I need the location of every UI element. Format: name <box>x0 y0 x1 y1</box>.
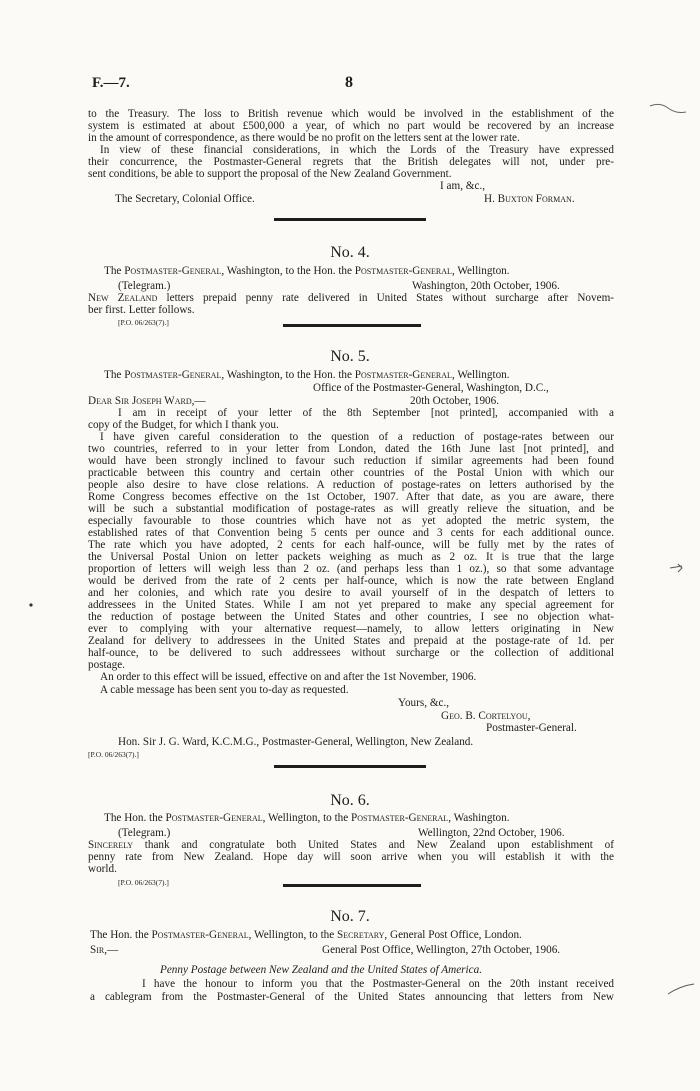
telegram-label: (Telegram.) <box>118 827 171 839</box>
paragraph-line: would have been strongly inclined to favour such reduction if similar agreements had been found <box>88 455 614 467</box>
paragraph-line: An order to this effect will be issued, effective on and after the 1st November, 1906. <box>100 671 477 683</box>
paragraph-line: I have given careful consideration to the question of a reduction of postage-rates between our <box>100 431 614 443</box>
paragraph-line: two countries, referred to in your letter from London, dated the 16th June last [not printed], and <box>88 443 614 455</box>
telegram-body: penny rate from New Zealand. Hope day will soon arrive when you will establish it with the <box>88 851 614 863</box>
page-number: 8 <box>345 74 353 91</box>
salutation: Sir,— <box>90 944 119 956</box>
salutation: Dear Sir Joseph Ward,— <box>88 395 206 407</box>
route-line: The Hon. the Postmaster-General, Wellington, to the Postmaster-General, Washington. <box>104 812 510 824</box>
section-heading: No. 6. <box>330 792 370 809</box>
office-line: Office of the Postmaster-General, Washington, D.C., <box>313 382 549 394</box>
paragraph-line: would be derived from the rate of 2 cents per half-ounce, which is now the rate between England <box>88 575 614 587</box>
section-heading: No. 7. <box>330 908 370 925</box>
route-line: The Hon. the Postmaster-General, Wellington, to the Secretary, General Post Office, London. <box>90 929 522 941</box>
place-date: Wellington, 22nd October, 1906. <box>418 827 565 839</box>
paragraph-line: In view of these financial considerations, in which the Lords of the Treasury have expressed <box>100 144 614 156</box>
paragraph-line: Zealand for delivery to addressees in the United States and prepaid at the postage-rate of 1d. per <box>88 635 614 647</box>
paragraph-line: in the amount of correspondence, as there would be no profit on the letters sent at the lower rate. <box>88 132 520 144</box>
route-line: The Postmaster-General, Washington, to the Hon. the Postmaster-General, Wellington. <box>104 265 510 277</box>
paragraph-line: I am in receipt of your letter of the 8th September [not printed], accompanied with a <box>118 407 614 419</box>
margin-scratch-mark <box>666 982 696 998</box>
letter-closing: I am, &c., <box>440 180 486 192</box>
section-divider <box>274 765 426 768</box>
section-heading: No. 4. <box>330 244 370 261</box>
place-date: Washington, 20th October, 1906. <box>412 280 560 292</box>
file-reference: [P.O. 06/263(7).] <box>118 878 169 887</box>
paragraph-line: ever to complying with your alternative request—namely, to allow letters originating in New <box>88 623 614 635</box>
route-line: The Postmaster-General, Washington, to the Hon. the Postmaster-General, Wellington. <box>104 369 510 381</box>
section-heading: No. 5. <box>330 348 370 365</box>
telegram-label: (Telegram.) <box>118 280 171 292</box>
paragraph-line: Rome Congress becomes effective on the 1st October, 1907. After that date, as you are aware, there <box>88 491 614 503</box>
paragraph-line: their concurrence, the Postmaster-General regrets that the British delegates will not, under pre- <box>88 156 614 168</box>
margin-scratch-mark <box>648 100 688 120</box>
place-date: General Post Office, Wellington, 27th October, 1906. <box>322 944 561 956</box>
telegram-body: Sincerely thank and congratulate both United States and New Zealand upon establishment of <box>88 839 614 851</box>
paragraph-line: the reduction of postage between the United States and other countries, I see no objection what- <box>88 611 614 623</box>
paragraph-line: and her colonies, and which rate you desire to avail yourself of in the despatch of letters to <box>88 587 614 599</box>
margin-scratch-mark <box>668 560 684 576</box>
paragraph-line: copy of the Budget, for which I thank you. <box>88 419 279 431</box>
margin-dot-mark <box>28 602 34 608</box>
paragraph-line: especially favourable to those countries which have not as yet adopted the metric system, the <box>88 515 614 527</box>
signature-title: Postmaster-General. <box>486 722 577 734</box>
paragraph-line: addressees in the United States. While I am not yet prepared to make any special agreement for <box>88 599 614 611</box>
file-reference: [P.O. 06/263(7).] <box>118 318 169 327</box>
letter-addressee: The Secretary, Colonial Office. <box>115 193 255 205</box>
telegram-body: world. <box>88 863 117 875</box>
paragraph-line: I have the honour to inform you that the Postmaster-General on the 20th instant received <box>142 978 614 990</box>
letter-closing: Yours, &c., <box>398 697 450 709</box>
section-divider <box>283 884 421 887</box>
paragraph-line: people also desire to have close relations. A reduction of postage-rates on letters authorised by the <box>88 479 614 491</box>
paragraph-line: system is estimated at about £500,000 a year, of which no part would be recovered by an increase <box>88 120 614 132</box>
telegram-body: New Zealand letters prepaid penny rate delivered in United States without surcharge after Novem- <box>88 292 615 304</box>
letter-date: 20th October, 1906. <box>410 395 500 407</box>
telegram-body: ber first. Letter follows. <box>88 304 195 316</box>
paragraph-line: the Universal Postal Union on letter packets weighing as much as 2 oz. It is true that the large <box>88 551 614 563</box>
file-reference: [P.O. 06/263(7).] <box>88 750 139 759</box>
page-series-label: F.—7. <box>92 75 130 91</box>
section-divider <box>274 218 426 221</box>
paragraph-line: practicable between this country and certain other countries of the Postal Union with which our <box>88 467 614 479</box>
paragraph-line: will be such a substantial modification of postage-rates as will greatly relieve the situation, and be <box>88 503 614 515</box>
paragraph-line: proportion of letters will weigh less than 2 oz. (and perhaps less than 1 oz.), so that some advantage <box>88 563 614 575</box>
paragraph-line: a cablegram from the Postmaster-General of the United States announcing that letters from New <box>90 991 614 1003</box>
letter-subject: Penny Postage between New Zealand and the United States of America. <box>160 964 482 976</box>
letter-signature: H. Buxton Forman. <box>484 193 575 205</box>
paragraph-line: established rates of that Convention being 5 cents per ounce and 3 cents for each additional ounce. <box>88 527 614 539</box>
paragraph-line: postage. <box>88 659 125 671</box>
paragraph-line: to the Treasury. The loss to British revenue which would be involved in the establishment of the <box>88 108 614 120</box>
letter-addressee: Hon. Sir J. G. Ward, K.C.M.G., Postmaster-General, Wellington, New Zealand. <box>118 736 474 748</box>
letter-signature: Geo. B. Cortelyou, <box>441 710 531 722</box>
paragraph-line: half-ounce, to be delivered to such addressees without surcharge or the collection of additional <box>88 647 614 659</box>
section-divider <box>283 324 421 327</box>
paragraph-line: The rate which you have adopted, 2 cents for each half-ounce, will be fully met by the rates of <box>88 539 614 551</box>
paragraph-line: sent conditions, be able to support the proposal of the New Zealand Government. <box>88 168 452 180</box>
paragraph-line: A cable message has been sent you to-day as requested. <box>100 684 349 696</box>
